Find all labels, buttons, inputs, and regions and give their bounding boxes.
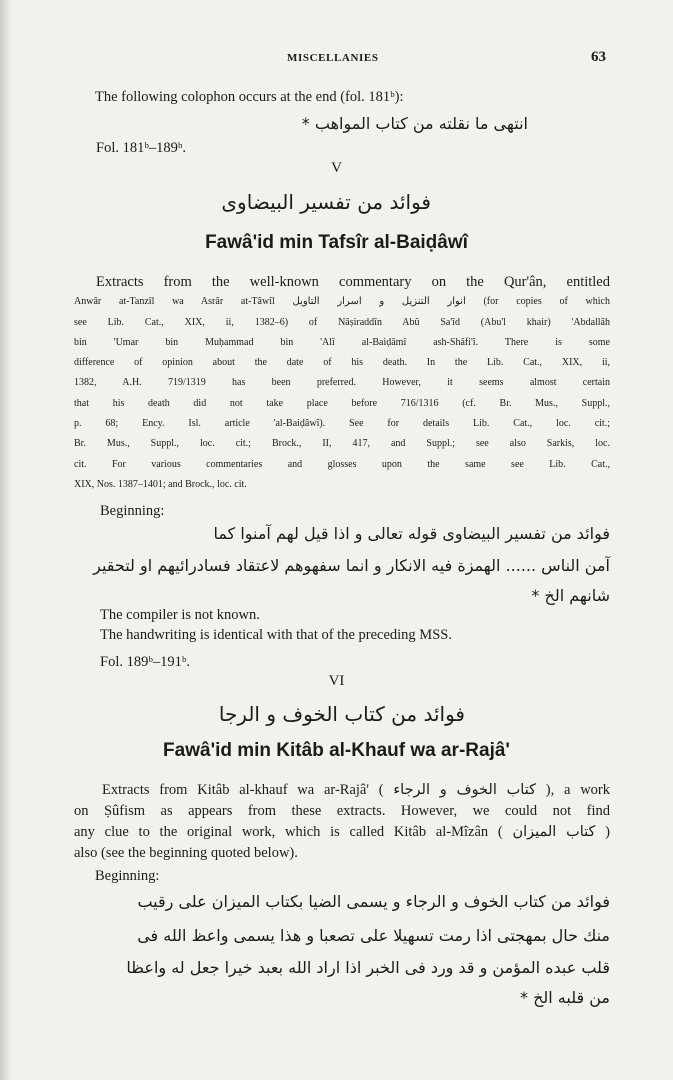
section-description	[74, 780, 610, 864]
arabic-quote-line: فوائد من كتاب الخوف و الرجاء و يسمى الضيا بكتاب الميزان على رقيب	[137, 892, 610, 911]
text-line: p. 68; Ency. Isl. article 'al-Baiḍâwî). See for details Lib. Cat., loc. cit.;	[74, 418, 610, 430]
text-line: Anwâr at-Tanzîl wa Asrâr at-Tâwîl انوار التنزيل و اسرار التاويل (for copies of which	[74, 296, 610, 308]
arabic-quote-line: شانهم الخ *	[531, 586, 610, 605]
text-line: Br. Mus., Suppl., loc. cit.; Brock., II, 417, and Suppl.; see also Sarkis, loc.	[74, 438, 610, 450]
arabic-quote-line: قلب عبده المؤمن و قد ورد فى الخبر اذا اراد الله بعبد خيرا جعل له واعظا	[126, 958, 610, 977]
text-line: any clue to the original work, which is called Kitâb al-Mîzân ( كتاب الميزان )	[74, 824, 610, 840]
section-description	[74, 272, 610, 495]
section-title: Fawâ'id min Kitâb al-Khauf wa ar-Rajâ'	[163, 740, 510, 761]
text-line: bin 'Umar bin Muḥammad bin 'Alî al-Baiḍâmî ash-Shâfi'î. There is some	[74, 336, 610, 348]
beginning-label: Beginning:	[95, 868, 160, 884]
handwriting-note: The handwriting is identical with that of the preceding MSS.	[100, 627, 452, 643]
arabic-quote-line: منك حال بمهجتى اذا رمت تسهيلا على تصعبا و هذا يسمى واعظ الله فى	[137, 926, 610, 945]
text-line: difference of opinion about the date of his death. In the Lib. Cat., XIX, ii,	[74, 357, 610, 369]
arabic-quote-line: آمن الناس ...... الهمزة فيه الانكار و انما سفهوهم لاعتقاد فسادرائيهم او لتحقير	[93, 556, 610, 575]
folio-reference: Fol. 181ᵇ–189ᵇ.	[96, 140, 186, 156]
arabic-quote-line: فوائد من تفسير البيضاوى قوله تعالى و اذا قيل لهم آمنوا كما	[213, 524, 610, 543]
text-line: Extracts from the well-known commentary on the Qur'ân, entitled	[96, 274, 610, 290]
arabic-section-title: فوائد من كتاب الخوف و الرجا	[218, 702, 465, 726]
arabic-quote-line: من قلبه الخ *	[519, 988, 610, 1007]
section-title: Fawâ'id min Tafsîr al-Baiḍâwî	[205, 232, 468, 253]
text-line: XIX, Nos. 1387–1401; and Brock., loc. cit.	[74, 478, 247, 490]
text-line: on Ṣûfism as appears from these extracts. However, we could not find	[74, 803, 610, 819]
text-line: cit. For various commentaries and glosses upon the same see Lib. Cat.,	[74, 458, 610, 470]
text-line: see Lib. Cat., XIX, ii, 1382–6) of Nâṣiraddîn Abû Sa'îd (Abu'l khair) 'Abdallâh	[74, 316, 610, 328]
section-numeral: VI	[328, 673, 345, 689]
running-header: MISCELLANIES	[287, 52, 379, 64]
text-line: Extracts from Kitâb al-khauf wa ar-Rajâ' ( كتاب الخوف و الرجاء ), a work	[102, 782, 610, 798]
beginning-label: Beginning:	[100, 503, 165, 519]
section-numeral: V	[331, 160, 342, 176]
compiler-note: The compiler is not known.	[100, 607, 260, 623]
text-line: also (see the beginning quoted below).	[74, 845, 298, 861]
page-number: 63	[591, 49, 606, 65]
colophon-arabic: انتهى ما نقلته من كتاب المواهب *	[301, 114, 528, 133]
text-line: that his death did not take place before 716/1316 (cf. Br. Mus., Suppl.,	[74, 397, 610, 409]
folio-reference: Fol. 189ᵇ–191ᵇ.	[100, 654, 190, 670]
colophon-intro: The following colophon occurs at the end (fol. 181ᵇ):	[95, 89, 404, 105]
arabic-section-title: فوائد من تفسير البيضاوى	[221, 190, 431, 214]
text-line: 1382, A.H. 719/1319 has been preferred. However, it seems almost certain	[74, 377, 610, 389]
